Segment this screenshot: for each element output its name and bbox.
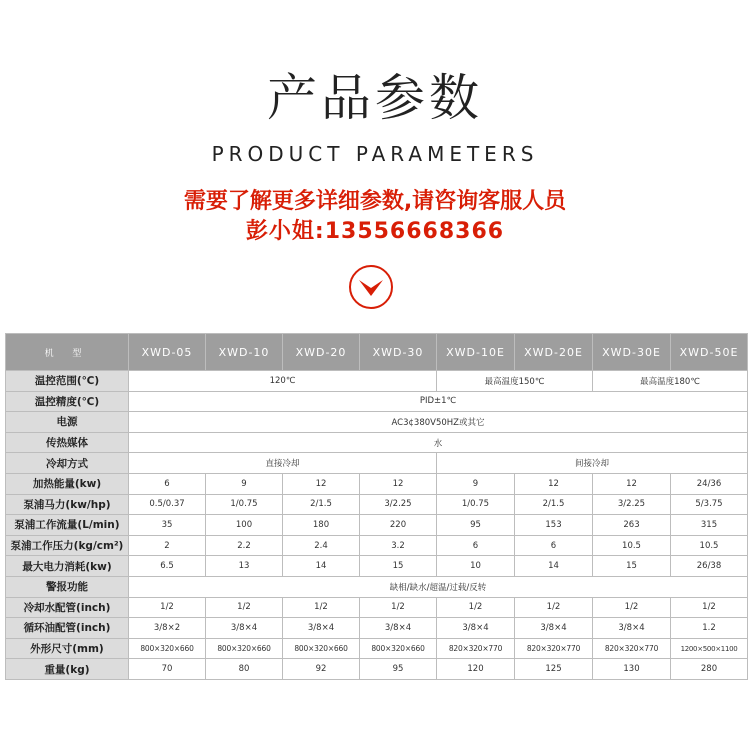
table-cell: 15 <box>593 556 671 577</box>
table-cell: 80 <box>206 659 283 680</box>
table-cell: 2.2 <box>206 535 283 556</box>
model-column-header: XWD-20E <box>515 334 593 371</box>
table-cell: 6 <box>437 535 515 556</box>
page-subtitle: PRODUCT PARAMETERS <box>211 142 539 166</box>
table-cell: 280 <box>671 659 748 680</box>
table-cell: 1/2 <box>206 597 283 618</box>
table-cell: 15 <box>360 556 437 577</box>
row-label: 温控精度(℃) <box>6 391 129 412</box>
table-row <box>6 494 748 515</box>
table-cell: 180 <box>283 515 360 536</box>
table-cell: 6 <box>129 473 206 494</box>
table-row <box>6 638 748 659</box>
table-cell: 2.4 <box>283 535 360 556</box>
table-cell: 3/8×4 <box>515 618 593 639</box>
table-cell: 2/1.5 <box>515 494 593 515</box>
table-cell: 12 <box>515 473 593 494</box>
table-cell: 9 <box>437 473 515 494</box>
table-cell: 1/2 <box>129 597 206 618</box>
model-column-header: XWD-20 <box>283 334 360 371</box>
table-cell: 2/1.5 <box>283 494 360 515</box>
table-cell: 100 <box>206 515 283 536</box>
spec-table <box>5 333 748 680</box>
table-row <box>6 391 748 412</box>
model-column-header: XWD-05 <box>129 334 206 371</box>
page-title: 产品参数 <box>267 69 483 127</box>
table-cell: 1/0.75 <box>206 494 283 515</box>
header-row <box>6 334 748 371</box>
table-cell: 820×320×770 <box>593 638 671 659</box>
table-cell: 26/38 <box>671 556 748 577</box>
table-row <box>6 597 748 618</box>
model-column-header: XWD-30 <box>360 334 437 371</box>
table-cell: 最高温度150℃ <box>437 371 593 392</box>
table-cell: 3.2 <box>360 535 437 556</box>
table-cell: 1/2 <box>671 597 748 618</box>
table-cell: 1/2 <box>283 597 360 618</box>
table-cell: 0.5/0.37 <box>129 494 206 515</box>
table-cell: 14 <box>515 556 593 577</box>
table-row <box>6 453 748 474</box>
table-cell: 820×320×770 <box>437 638 515 659</box>
table-row <box>6 412 748 433</box>
table-cell: 1/2 <box>593 597 671 618</box>
table-cell: 800×320×660 <box>206 638 283 659</box>
table-cell: 3/8×4 <box>206 618 283 639</box>
table-cell: 9 <box>206 473 283 494</box>
table-row <box>6 473 748 494</box>
table-cell: 120℃ <box>129 371 437 392</box>
table-cell: 1/2 <box>437 597 515 618</box>
table-cell: 5/3.75 <box>671 494 748 515</box>
table-cell: 10.5 <box>671 535 748 556</box>
table-cell: 24/36 <box>671 473 748 494</box>
table-row <box>6 556 748 577</box>
table-cell: PID±1℃ <box>129 391 748 412</box>
table-cell: 3/8×4 <box>437 618 515 639</box>
row-label: 外形尺寸(mm) <box>6 638 129 659</box>
table-cell: 13 <box>206 556 283 577</box>
row-label: 最大电力消耗(kw) <box>6 556 129 577</box>
table-cell: 10 <box>437 556 515 577</box>
table-cell: 315 <box>671 515 748 536</box>
table-cell: 1/2 <box>515 597 593 618</box>
table-row <box>6 576 748 597</box>
model-header: 机 型 <box>6 334 129 371</box>
table-cell: 120 <box>437 659 515 680</box>
table-cell: 12 <box>283 473 360 494</box>
table-cell: 125 <box>515 659 593 680</box>
table-cell: 12 <box>360 473 437 494</box>
table-cell: 6 <box>515 535 593 556</box>
table-cell: 3/8×4 <box>593 618 671 639</box>
table-cell: 6.5 <box>129 556 206 577</box>
row-label: 电源 <box>6 412 129 433</box>
table-cell: 153 <box>515 515 593 536</box>
row-label: 传热媒体 <box>6 432 129 453</box>
row-label: 泵浦工作压力(kg/cm²) <box>6 535 129 556</box>
table-cell: 220 <box>360 515 437 536</box>
table-row <box>6 535 748 556</box>
row-label: 冷却水配管(inch) <box>6 597 129 618</box>
row-label: 循环油配管(inch) <box>6 618 129 639</box>
table-cell: 3/2.25 <box>360 494 437 515</box>
table-row <box>6 371 748 392</box>
table-row <box>6 432 748 453</box>
table-cell: 缺相/缺水/超温/过载/反转 <box>129 576 748 597</box>
table-cell: 130 <box>593 659 671 680</box>
table-cell: 263 <box>593 515 671 536</box>
table-row <box>6 659 748 680</box>
table-cell: 92 <box>283 659 360 680</box>
table-cell: 800×320×660 <box>129 638 206 659</box>
table-cell: 间接冷却 <box>437 453 748 474</box>
table-cell: 800×320×660 <box>360 638 437 659</box>
table-cell: 3/8×4 <box>283 618 360 639</box>
table-cell: 95 <box>360 659 437 680</box>
table-cell: 3/2.25 <box>593 494 671 515</box>
model-column-header: XWD-10E <box>437 334 515 371</box>
table-cell: 10.5 <box>593 535 671 556</box>
model-column-header: XWD-10 <box>206 334 283 371</box>
table-row <box>6 515 748 536</box>
row-label: 温控范围(℃) <box>6 371 129 392</box>
table-row <box>6 618 748 639</box>
table-cell: 1/0.75 <box>437 494 515 515</box>
table-cell: 820×320×770 <box>515 638 593 659</box>
row-label: 警报功能 <box>6 576 129 597</box>
table-cell: 35 <box>129 515 206 536</box>
table-cell: 12 <box>593 473 671 494</box>
table-cell: 直接冷却 <box>129 453 437 474</box>
chevron-down-circle-icon <box>348 264 394 310</box>
table-cell: 1.2 <box>671 618 748 639</box>
contact-phone: 彭小姐:13556668366 <box>245 219 505 244</box>
model-column-header: XWD-50E <box>671 334 748 371</box>
row-label: 加热能量(kw) <box>6 473 129 494</box>
table-cell: 14 <box>283 556 360 577</box>
table-cell: 2 <box>129 535 206 556</box>
table-cell: AC3¢380V50HZ或其它 <box>129 412 748 433</box>
table-cell: 95 <box>437 515 515 536</box>
table-cell: 70 <box>129 659 206 680</box>
row-label: 泵浦工作流量(L/min) <box>6 515 129 536</box>
table-cell: 最高温度180℃ <box>593 371 748 392</box>
table-cell: 1/2 <box>360 597 437 618</box>
table-cell: 3/8×2 <box>129 618 206 639</box>
table-cell: 3/8×4 <box>360 618 437 639</box>
model-column-header: XWD-30E <box>593 334 671 371</box>
row-label: 重量(kg) <box>6 659 129 680</box>
contact-notice: 需要了解更多详细参数,请咨询客服人员 <box>183 189 567 214</box>
table-cell: 800×320×660 <box>283 638 360 659</box>
row-label: 冷却方式 <box>6 453 129 474</box>
table-cell: 1200×500×1100 <box>671 638 748 659</box>
row-label: 泵浦马力(kw/hp) <box>6 494 129 515</box>
table-cell: 水 <box>129 432 748 453</box>
